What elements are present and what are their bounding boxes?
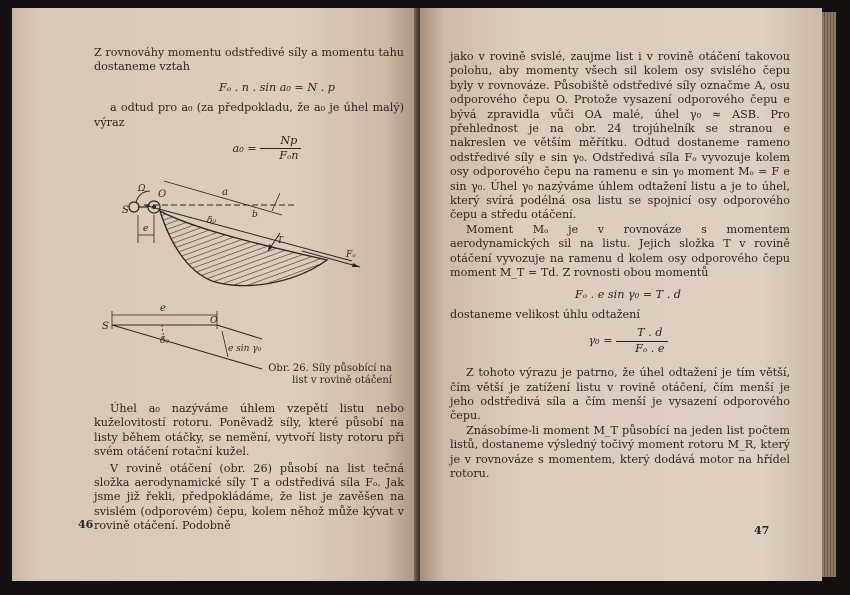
right-paragraph-4: Z tohoto výrazu je patrno, že úhel odtažení je tím větší, čím větší je zatížení listu v rovině otáčení, čím menší je jeho odstředivá síla a čím menší je vysazení odporového čepu. bbox=[450, 366, 790, 423]
left-equation-1: Fₒ . n . sin a₀ = N . p bbox=[219, 80, 335, 94]
left-paragraph-1: Z rovnováhy momentu odstředivé síly a momentu tahu dostaneme vztah bbox=[94, 46, 404, 74]
label-omega: Ω bbox=[138, 184, 146, 194]
figure-caption bbox=[252, 363, 392, 387]
label-e-lower: e bbox=[160, 303, 166, 314]
left-paragraph-4: V rovině otáčení (obr. 26) působí na list tečná složka aerodynamické síly T a odstředivá síla Fₒ. Jak jsme již řekli, předpokládáme, že list je zavěšen na svislém (odporovém) čepu, kolem něhož může kývat v rovině otáčení. Podobně bbox=[94, 461, 404, 533]
right-eq2-numerator: T . d bbox=[616, 326, 667, 341]
label-e: e bbox=[143, 224, 149, 234]
right-page-number: 47 bbox=[754, 524, 770, 537]
right-eq2-fraction bbox=[616, 326, 667, 356]
right-equation-2 bbox=[450, 326, 790, 356]
blade-shape bbox=[160, 211, 327, 286]
right-text bbox=[450, 50, 790, 481]
label-O: O bbox=[158, 189, 167, 200]
label-S: S bbox=[122, 205, 129, 216]
left-paragraph-2: a odtud pro a₀ (za předpokladu, že a₀ je úhel malý) výraz bbox=[94, 101, 404, 129]
left-eq2-numerator: Np bbox=[260, 134, 301, 149]
left-page bbox=[12, 8, 417, 581]
right-paragraph-5: Znásobíme-li moment M_T působící na jeden list počtem listů, dostaneme výsledný točivý moment rotoru M_R, který je v rovnováze s momentem, který dodává motor na hřídel rotoru. bbox=[450, 423, 790, 480]
left-eq2-fraction bbox=[260, 134, 301, 164]
label-O-lower: O bbox=[210, 316, 218, 326]
label-delta0-lower: δ₀ bbox=[160, 336, 170, 346]
right-paragraph-1: jako v rovině svislé, zaujme list i v rovině otáčení takovou polohu, aby momenty všech sil kolem osy svislého čepu byly v rovnováze. Působiště odstředivé síly označme A, osu odporového čepu O. Protože vysazení odporového čepu e bývá zpravidla vůči OA malé, úhel γ₀ ≈ ASB. Pro přehlednost je na obr. 24 trojúhelník se stranou e nakreslen ve větším měřítku. Odtud dostaneme rameno odstředivé síly e sin γ₀. Odstředivá síla Fₒ vyvozuje kolem osy odporového čepu na ramenu e sin γ₀ moment Mₒ = F e sin γ₀. Úhel γ₀ nazýváme úhlem odtažení listu a je to úhel, který svírá podélná osa listu se spojnicí osy odporového čepu a středu otáčení. bbox=[450, 50, 790, 222]
label-e-sin-gamma0: e sin γ₀ bbox=[228, 344, 262, 354]
caption-line-1: Obr. 26. Síly působící na bbox=[268, 363, 392, 374]
page-edges bbox=[822, 12, 836, 577]
left-eq2-denominator: Fₒn bbox=[279, 149, 299, 163]
label-T: T bbox=[277, 236, 284, 246]
right-eq2-denominator: Fₒ . e bbox=[635, 341, 665, 355]
caption-line-2: list v rovině otáčení bbox=[292, 375, 392, 386]
left-page-number: 46 bbox=[78, 518, 94, 531]
hub-circle-S bbox=[129, 202, 139, 212]
label-Fo: Fₒ bbox=[346, 250, 356, 260]
left-text-bottom bbox=[94, 402, 404, 534]
right-paragraph-3: dostaneme velikost úhlu odtažení bbox=[450, 307, 640, 321]
right-equation-1: Fₒ . e sin γ₀ = T . d bbox=[575, 287, 681, 301]
left-paragraph-3: Úhel a₀ nazýváme úhlem vzepětí listu nebo kuželovitostí rotoru. Poněvadž síly, které působí na listy během otáčky, se nemění, vytvoří listy rotoru při svém otáčení rotační kužel. bbox=[94, 402, 404, 459]
right-paragraph-2: Moment Mₒ je v rovnováze s momentem aerodynamických sil na listu. Jejich složka T v rovině otáčení vyvozuje na ramenu d kolem osy odporového čepu moment M_T = Td. Z rovnosti obou momentů bbox=[450, 222, 790, 280]
left-text-top bbox=[94, 46, 404, 164]
right-eq2-lhs: γ₀ = bbox=[588, 334, 613, 348]
left-equation-2 bbox=[114, 134, 404, 164]
label-b: b bbox=[252, 210, 258, 220]
label-S-lower: S bbox=[102, 321, 109, 332]
figure-26-diagram bbox=[102, 173, 372, 388]
label-a: a bbox=[222, 187, 228, 198]
right-page bbox=[420, 8, 822, 581]
left-eq2-lhs: a₀ = bbox=[232, 141, 257, 155]
label-delta0: δ₀ bbox=[207, 216, 217, 226]
